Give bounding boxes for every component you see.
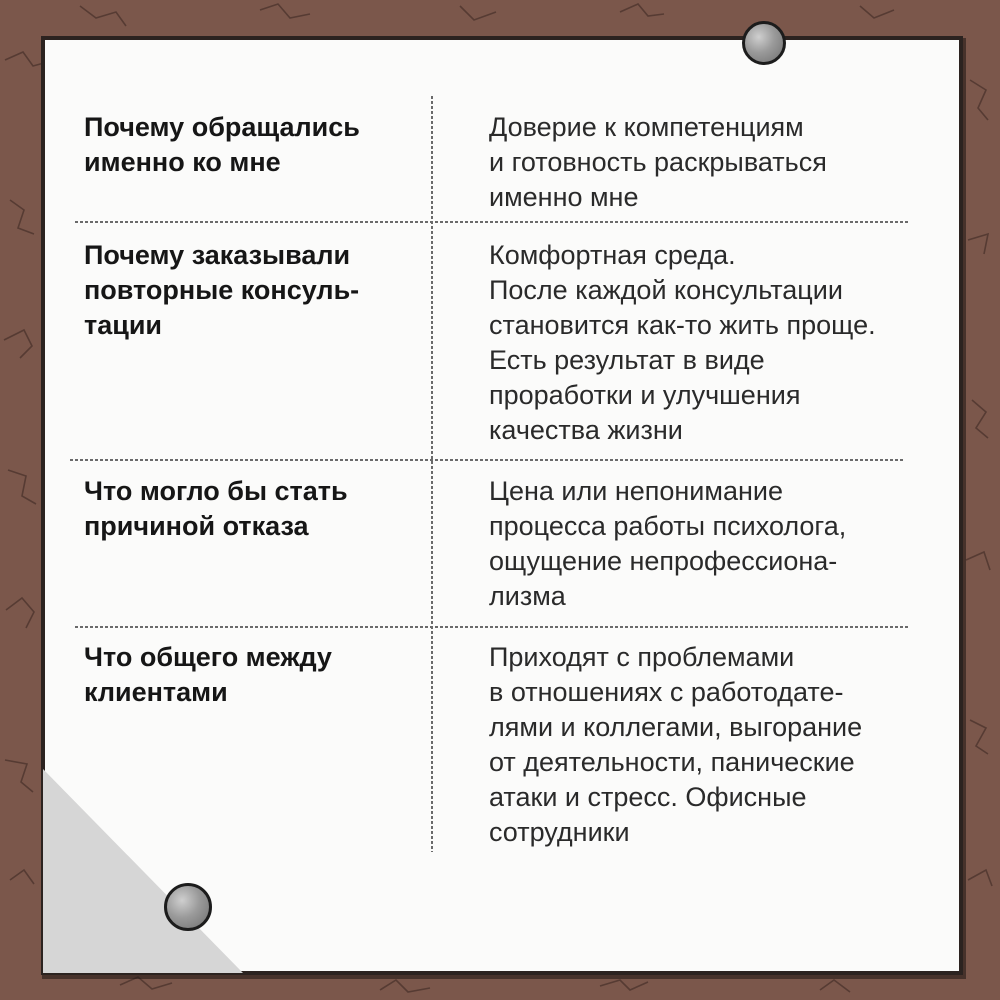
row-3-question: Что могло бы стать причиной отказа <box>84 476 348 541</box>
row-2-question: Почему заказывали повторные консуль- тации <box>84 240 360 340</box>
row-4-answer: Приходят с проблемами в отношениях с работодате- лями и коллегами, выгорание от деятельности, панические атаки и стресс. Офисные сотрудники <box>489 642 863 847</box>
row-1-question: Почему обращались именно ко мне <box>84 112 360 177</box>
pushpin-icon <box>742 21 786 65</box>
row-1-answer: Доверие к компетенциям и готовность раскрываться именно мне <box>489 112 827 212</box>
folded-corner <box>43 753 293 973</box>
pushpin-icon <box>164 883 212 931</box>
row-3-answer: Цена или непонимание процесса работы психолога, ощущение непрофессиона- лизма <box>489 476 847 611</box>
row-2-answer: Комфортная среда. После каждой консультации становится как-то жить проще. Есть результат в виде проработки и улучшения качества жизни <box>489 240 876 445</box>
row-4-question: Что общего между клиентами <box>84 642 332 707</box>
